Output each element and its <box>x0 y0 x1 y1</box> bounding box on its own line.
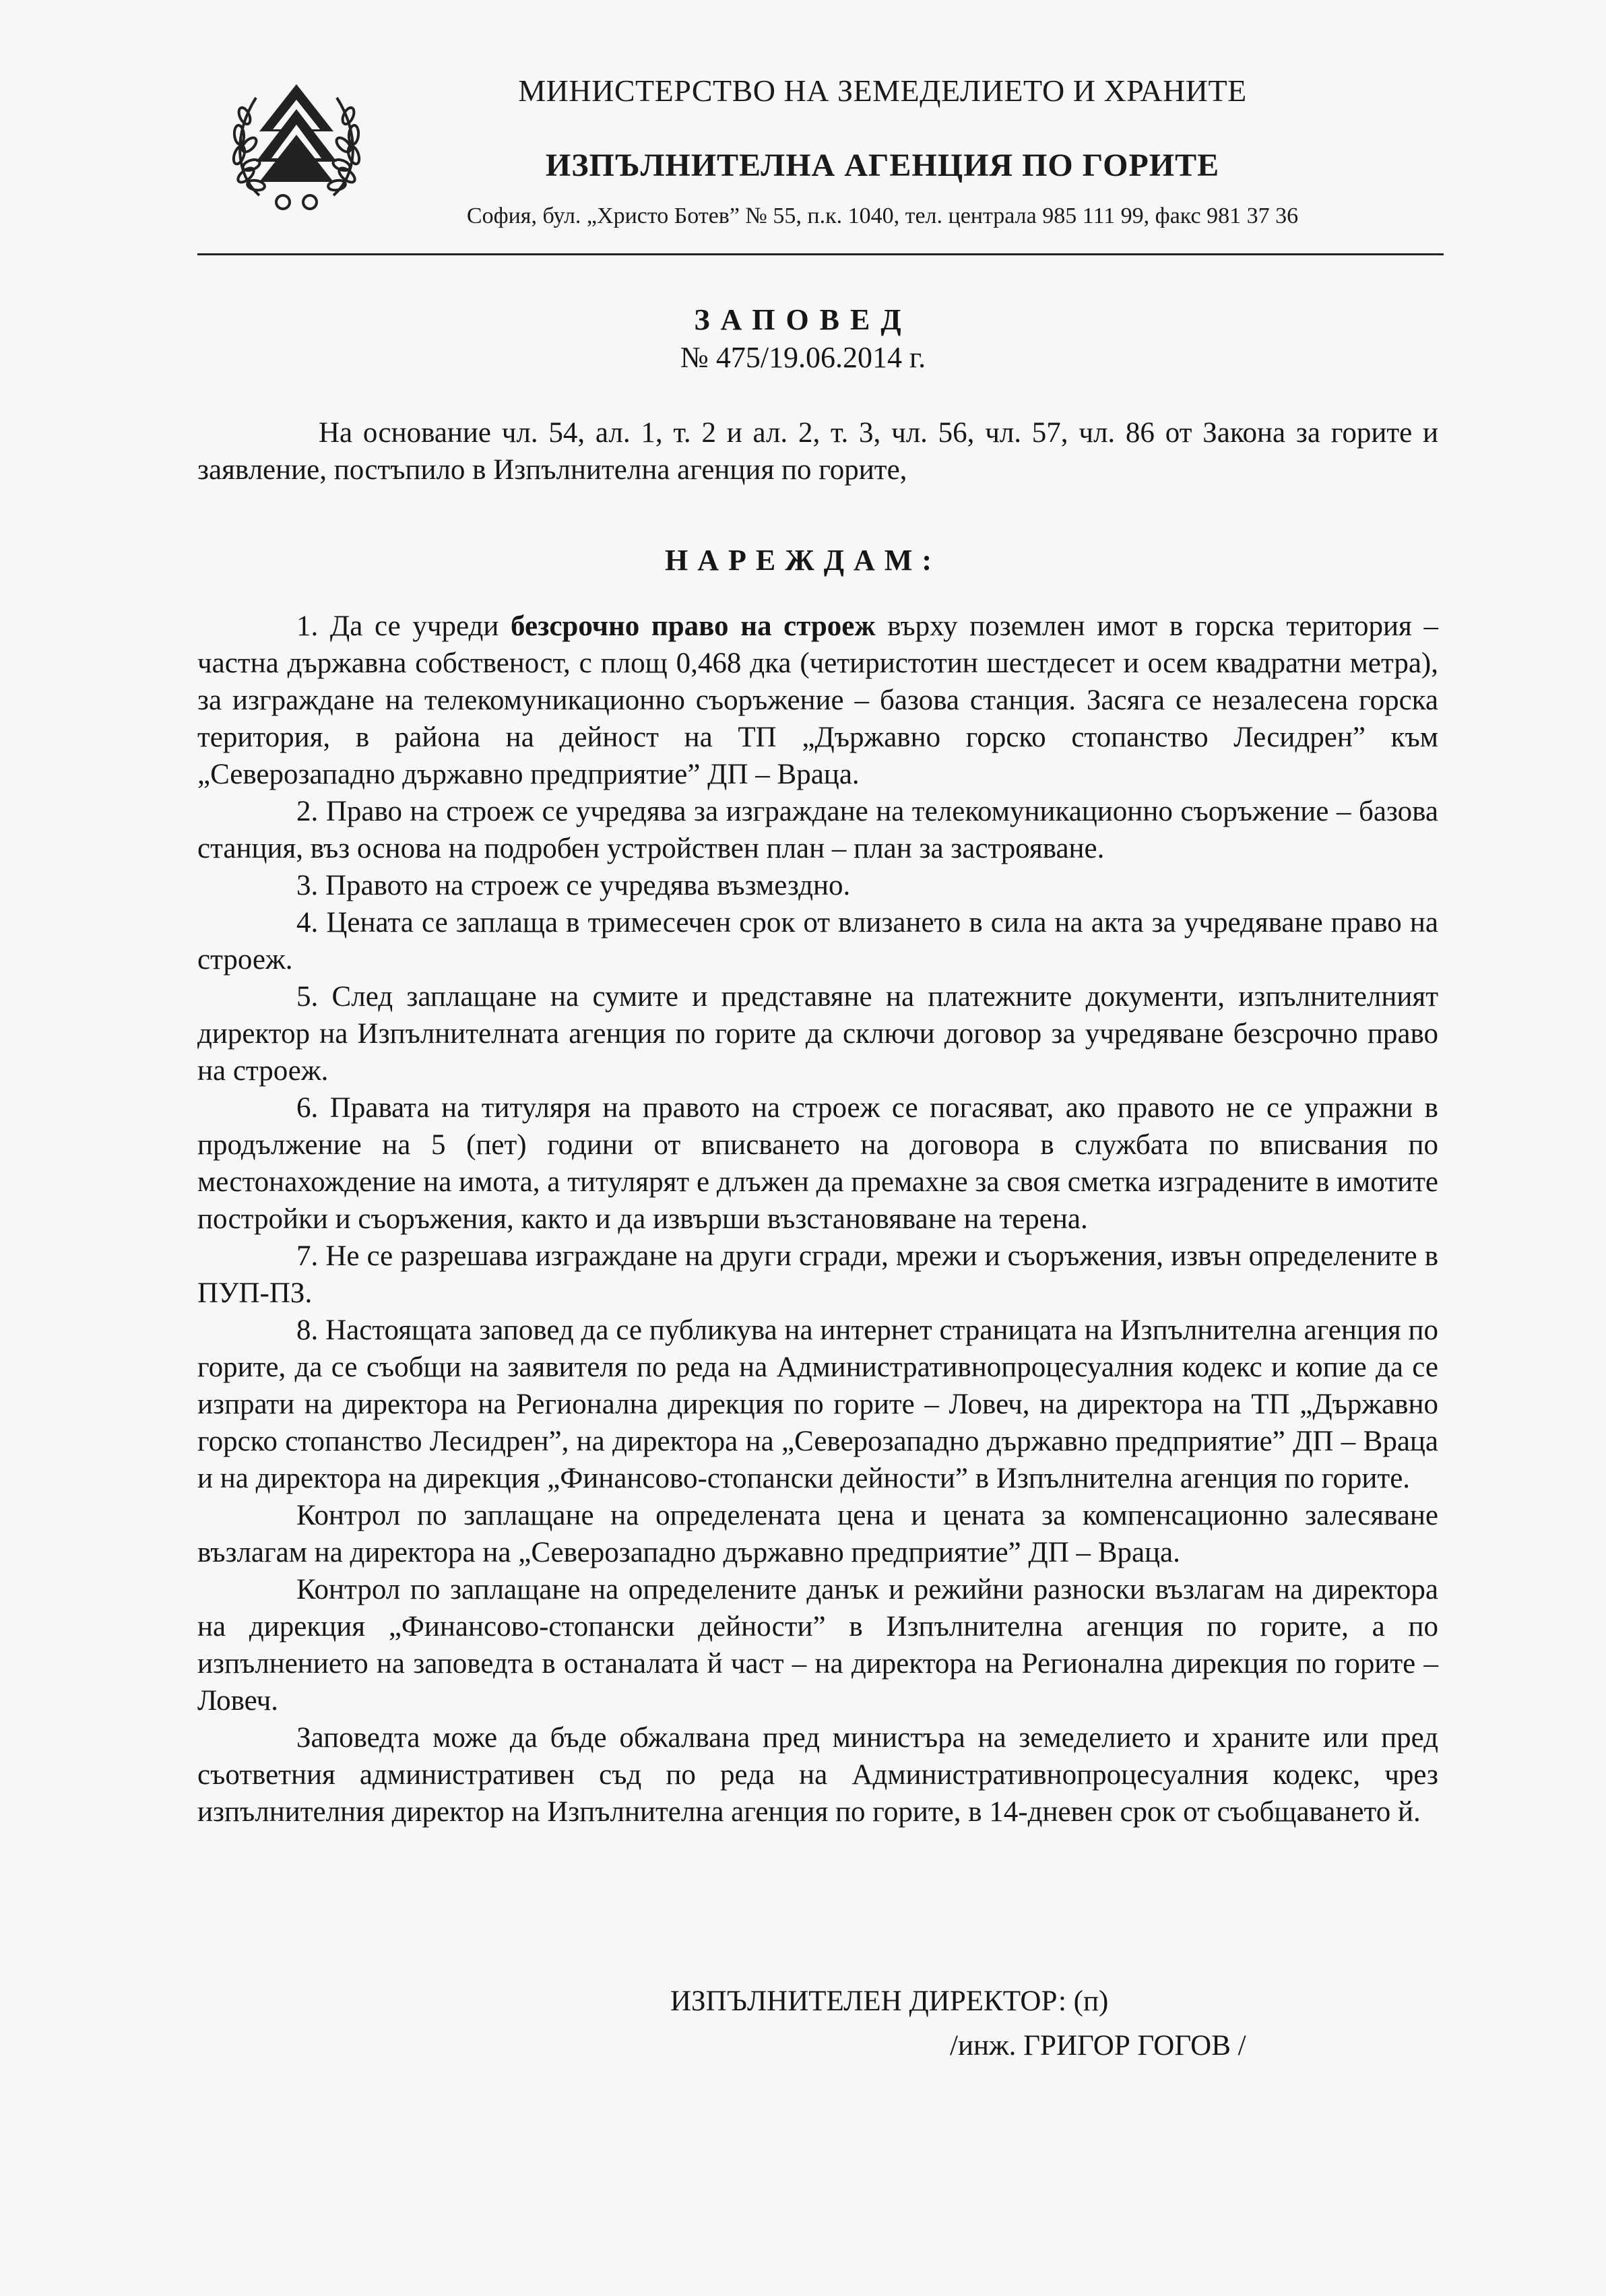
order-heading: НАРЕЖДАМ: <box>665 544 941 577</box>
item-2: 2. Право на строеж се учредява за изграждане на телекомуникационно съоръжение – базова станция, въз основа на подробен устройствен план – план за застрояване. <box>197 796 1438 864</box>
signature-title: ИЗПЪЛНИТЕЛЕН ДИРЕКТОР: (п) <box>670 1985 1109 2017</box>
item-1-bold: безсрочно право на строеж <box>511 610 876 642</box>
item-5: 5. След заплащане на сумите и представяне на платежните документи, изпълнителният директор на Изпълнителната агенция по горите да сключи договор за учредяване безсрочно право на строеж. <box>197 981 1438 1087</box>
intro-paragraph <box>197 414 1438 488</box>
control-paragraph-2: Контрол по заплащане на определените данък и режийни разноски възлагам на директора на дирекция „Финансово-стопански дейности” в Изпълнителна агенция по горите, а по изпълнението на заповедта в останалата й част – на директора на Регионална дирекция по горите – Ловеч. <box>197 1574 1438 1717</box>
document-number: № 475/19.06.2014 г. <box>680 341 926 374</box>
item-7: 7. Не се разрешава изграждане на други сгради, мрежи и съоръжения, извън определените в ПУП-ПЗ. <box>197 1240 1438 1309</box>
item-1-rest: върху поземлен имот в горска територия – частна държавна собственост, с площ 0,468 дка (четиристотин шестдесет и осем квадратни метра), за изграждане на телекомуникационно съоръжение – базова станция. Засяга се незалесена горска територия, в района на дейност на ТП „Държавно горско стопанство Лесидрен” към „Северозападно държавно предприятие” ДП – Враца. <box>197 610 1438 790</box>
item-8: 8. Настоящата заповед да се публикува на интернет страницата на Изпълнителна агенция по горите, да се съобщи на заявителя по реда на Административнопроцесуалния кодекс и копие да се изпрати на директора на Регионална дирекция по горите – Ловеч, на директора на ТП „Държавно горско стопанство Лесидрен”, на директора на „Северозападно държавно предприятие” ДП – Враца и на директора на дирекция „Финансово-стопански дейности” в Изпълнителна агенция по горите. <box>197 1314 1438 1494</box>
item-4: 4. Цената се заплаща в тримесечен срок от влизането в сила на акта за учредяване право на строеж. <box>197 907 1438 976</box>
agency-name: ИЗПЪЛНИТЕЛНА АГЕНЦИЯ ПО ГОРИТЕ <box>545 148 1220 183</box>
document-title: ЗАПОВЕД <box>694 303 912 336</box>
ministry-name: МИНИСТЕРСТВО НА ЗЕМЕДЕЛИЕТО И ХРАНИТЕ <box>518 73 1247 108</box>
item-1 <box>197 608 1438 793</box>
item-6: 6. Правата на титуляря на правото на строеж се погасяват, ако правото не се упражни в продължение на 5 (пет) години от вписването на договора в службата по вписвания по местонахождение на имота, а титулярят е длъжен да премахне за своя сметка изградените в имотите постройки и съоръжения, както и да извърши възстановяване на терена. <box>197 1092 1438 1235</box>
control-paragraph-1: Контрол по заплащане на определената цена и цената за компенсационно залесяване възлагам на директора на „Северозападно държавно предприятие” ДП – Враца. <box>197 1500 1438 1568</box>
item-3: 3. Правото на строеж се учредява възмездно. <box>296 870 851 901</box>
intro-text: На основание чл. 54, ал. 1, т. 2 и ал. 2, т. 3, чл. 56, чл. 57, чл. 86 от Закона за горите и заявление, постъпило в Изпълнителна агенция по горите, <box>197 417 1438 486</box>
agency-emblem-icon <box>219 67 374 222</box>
item-1-start: 1. Да се учреди <box>296 610 511 642</box>
header-divider <box>197 253 1444 255</box>
signature-name: /инж. ГРИГОР ГОГОВ / <box>950 2030 1246 2062</box>
agency-address: София, бул. „Христо Ботев” № 55, п.к. 1040, тел. централа 985 111 99, факс 981 37 36 <box>466 203 1299 228</box>
order-items <box>197 608 1438 1830</box>
appeal-paragraph: Заповедта може да бъде обжалвана пред министъра на земеделието и храните или пред съответния административен съд по реда на Административнопроцесуалния кодекс, чрез изпълнителния директор на Изпълнителна агенция по горите, в 14-дневен срок от съобщаването й. <box>197 1722 1438 1828</box>
